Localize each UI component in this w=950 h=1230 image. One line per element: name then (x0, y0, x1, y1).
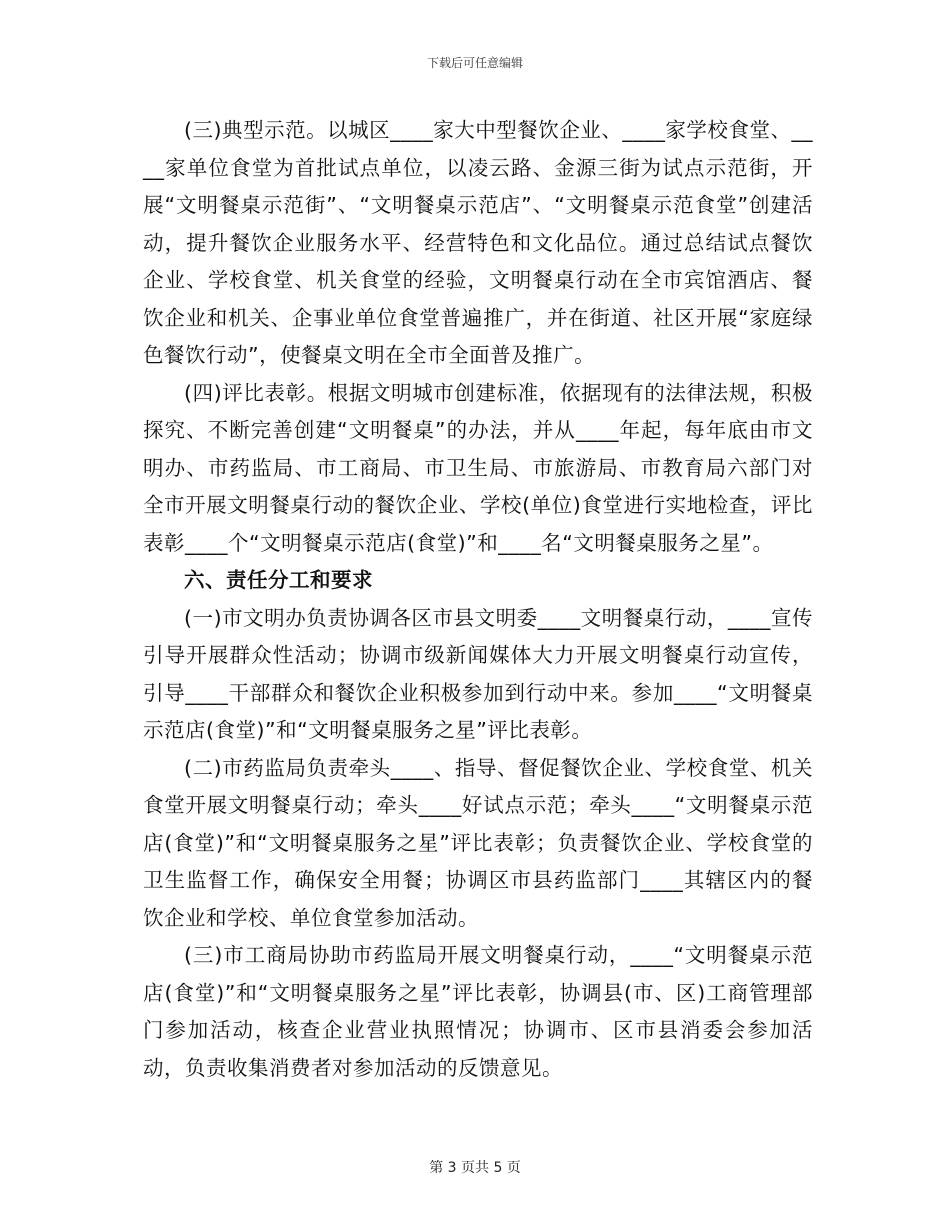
page-footer: 第 3 页共 5 页 (429, 1160, 521, 1176)
page-header: 下载后可任意编辑 (426, 56, 523, 70)
paragraph-typical-demonstration: (三)典型示范。以城区____家大中型餐饮企业、____家学校食堂、____家单位食堂为首批试点单位，以凌云路、金源三街为试点示范街，开展“文明餐桌示范街”、“文明餐桌示范店”、“文明餐桌示范食堂”创建活动，提升餐饮企业服务水平、经营特色和文化品位。通过总结试点餐饮企业、学校食堂、机关食堂的经验，文明餐桌行动在全市宾馆酒店、餐饮企业和机关、企事业单位食堂普遍推广，并在街道、社区开展“家庭绿色餐饮行动”，使餐桌文明在全市全面普及推广。 (143, 118, 813, 367)
paragraph-drug-administration: (二)市药监局负责牵头____、指导、督促餐饮企业、学校食堂、机关食堂开展文明餐桌行动；牵头____好试点示范；牵头____“文明餐桌示范店(食堂)”和“文明餐桌服务之星”评比表彰；负责餐饮企业、学校食堂的卫生监督工作，确保安全用餐；协调区市县药监部门____其辖区内的餐饮企业和学校、单位食堂参加活动。 (143, 755, 813, 930)
paragraph-evaluation-commendation: (四)评比表彰。根据文明城市创建标准，依据现有的法律法规，积极探究、不断完善创建“文明餐桌”的办法，并从____年起，每年底由市文明办、市药监局、市工商局、市卫生局、市旅游局、市教育局六部门对全市开展文明餐桌行动的餐饮企业、学校(单位)食堂进行实地检查，评比表彰____个“文明餐桌示范店(食堂)”和____名“文明餐桌服务之星”。 (143, 380, 813, 555)
section-heading-responsibilities: 六、责任分工和要求 (184, 568, 373, 592)
document-body (143, 112, 813, 1087)
paragraph-industry-commerce: (三)市工商局协助市药监局开展文明餐桌行动，____“文明餐桌示范店(食堂)”和“文明餐桌服务之星”评比表彰，协调县(市、区)工商管理部门参加活动，核查企业营业执照情况；协调市、区市县消委会参加活动，负责收集消费者对参加活动的反馈意见。 (143, 943, 813, 1080)
paragraph-civilization-office: (一)市文明办负责协调各区市县文明委____文明餐桌行动，____宣传引导开展群众性活动；协调市级新闻媒体大力开展文明餐桌行动宣传，引导____干部群众和餐饮企业积极参加到行动中来。参加____“文明餐桌示范店(食堂)”和“文明餐桌服务之星”评比表彰。 (143, 605, 813, 742)
